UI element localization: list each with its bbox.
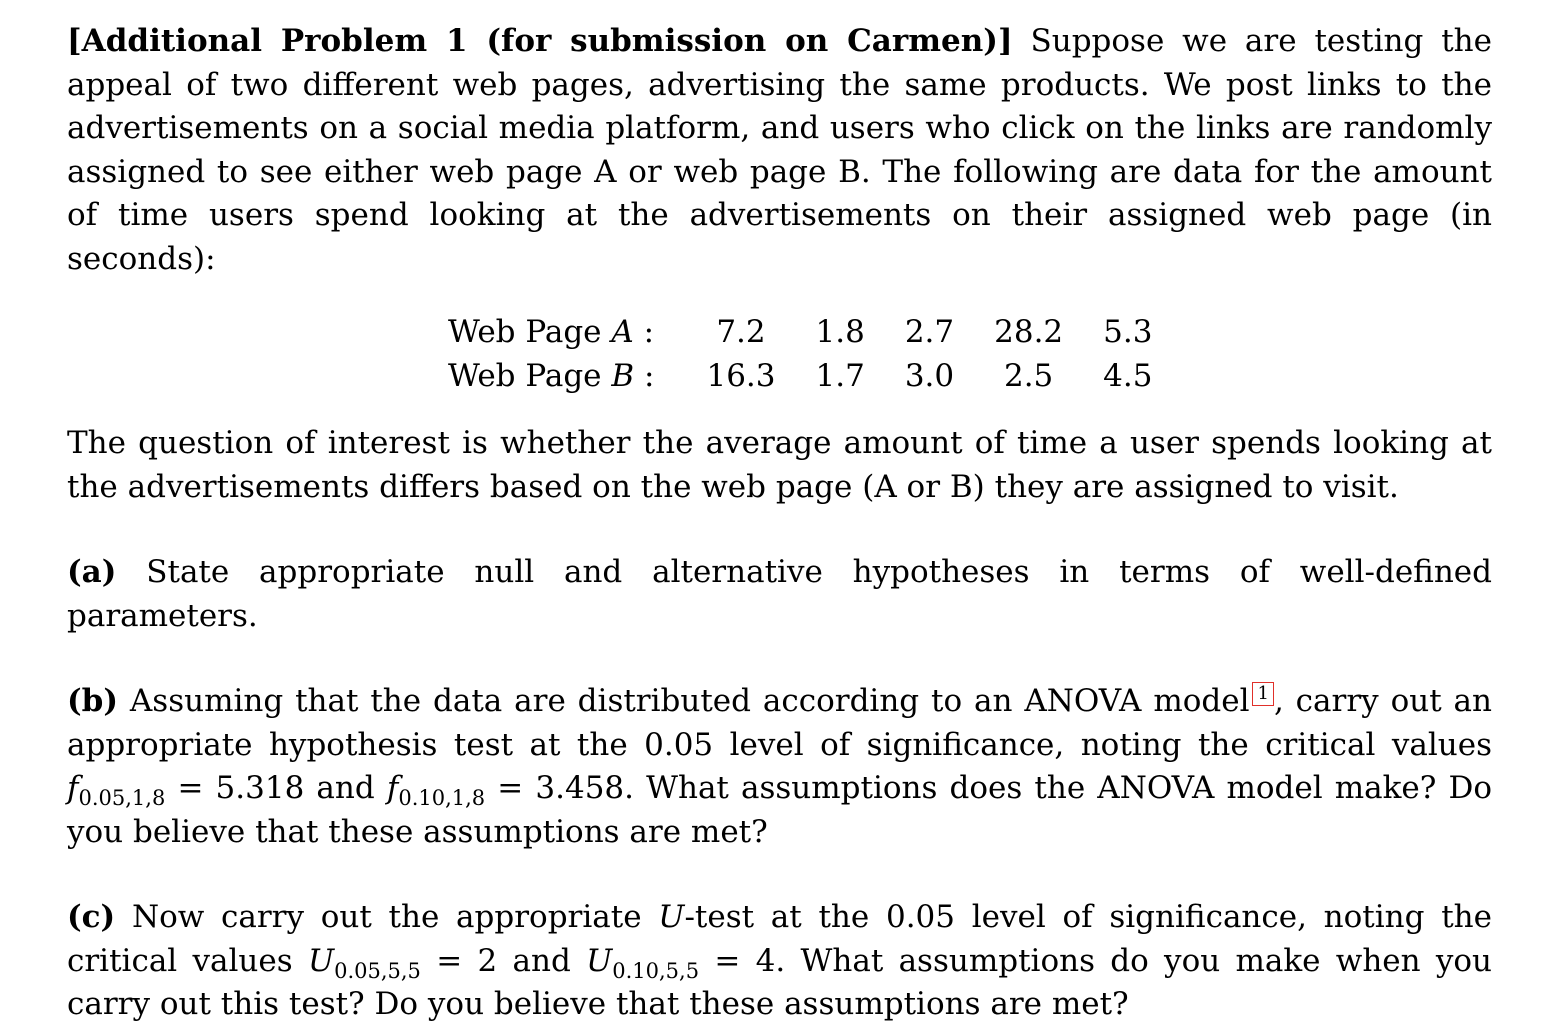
intro-paragraph — [67, 20, 1492, 281]
question-paragraph: The question of interest is whether the average amount of time a user spends looking at the advertisements differs based on the web page (A or B) they are assigned to visit. — [67, 425, 1492, 505]
data-cell: 3.0 — [904, 357, 955, 394]
f-critical-var: f — [67, 770, 79, 806]
row-label: Web Page B : — [448, 357, 655, 394]
part-a — [67, 551, 1492, 638]
data-cell: 4.5 — [1103, 357, 1153, 394]
part-a-text: State appropriate null and alternative hypotheses in terms of well-defined parameters. — [67, 554, 1492, 634]
part-a-label: (a) — [67, 554, 117, 590]
data-cell: 7.2 — [716, 314, 766, 350]
intro-text: Suppose we are testing the appeal of two different web pages, advertising the same products. We post links to the advertisements on a social media platform, and users who click on the links are randomly assigned to see either web page A or web page B. The following are data for the amount of time users spend looking at the advertisements on their assigned web page (in seconds): — [67, 23, 1492, 277]
problem-document — [67, 20, 1492, 1027]
data-cell: 16.3 — [706, 357, 776, 394]
data-row-b — [448, 355, 1172, 399]
u-critical-var: U — [586, 942, 613, 979]
f-critical-var: f — [386, 770, 399, 806]
data-table — [448, 311, 1172, 398]
part-c: (c) Now carry out the appropriate U-test at the 0.05 level of significance, noting the critical values $U_{0.05,5,5} = 2$ and $U_{0.10,5,5} = 4$. What assumptions do you make when you carry out this test? Do you believe that these assumptions are met? — [67, 899, 1493, 1022]
footnote-link[interactable]: 1 — [1252, 682, 1273, 706]
part-c-label: (c) — [67, 899, 116, 935]
part-b-label: (b) — [67, 683, 119, 719]
data-cell: 5.3 — [1103, 314, 1153, 350]
data-row-a — [448, 311, 1172, 355]
u-critical-var: U — [307, 942, 335, 979]
data-cell: 1.8 — [815, 314, 865, 350]
data-cell: 28.2 — [994, 314, 1064, 350]
data-cell: 1.7 — [815, 357, 865, 394]
row-label: Web Page A : — [448, 314, 655, 350]
data-cell: 2.5 — [1003, 357, 1054, 394]
data-cell: 2.7 — [904, 314, 955, 350]
part-b: (b) Assuming that the data are distributed according to an ANOVA model 1 , carry out an appropriate hypothesis test at the 0.05 level of significance, noting the critical values $f_{0.05,1,8} = 5.318$ and $f_{0.10,1,8} = 3.458$. What assumptions does the ANOVA model make? Do you believe that these assumptions are met? — [67, 683, 1493, 850]
problem-heading: [Additional Problem 1 (for submission on Carmen)] — [67, 23, 1013, 59]
